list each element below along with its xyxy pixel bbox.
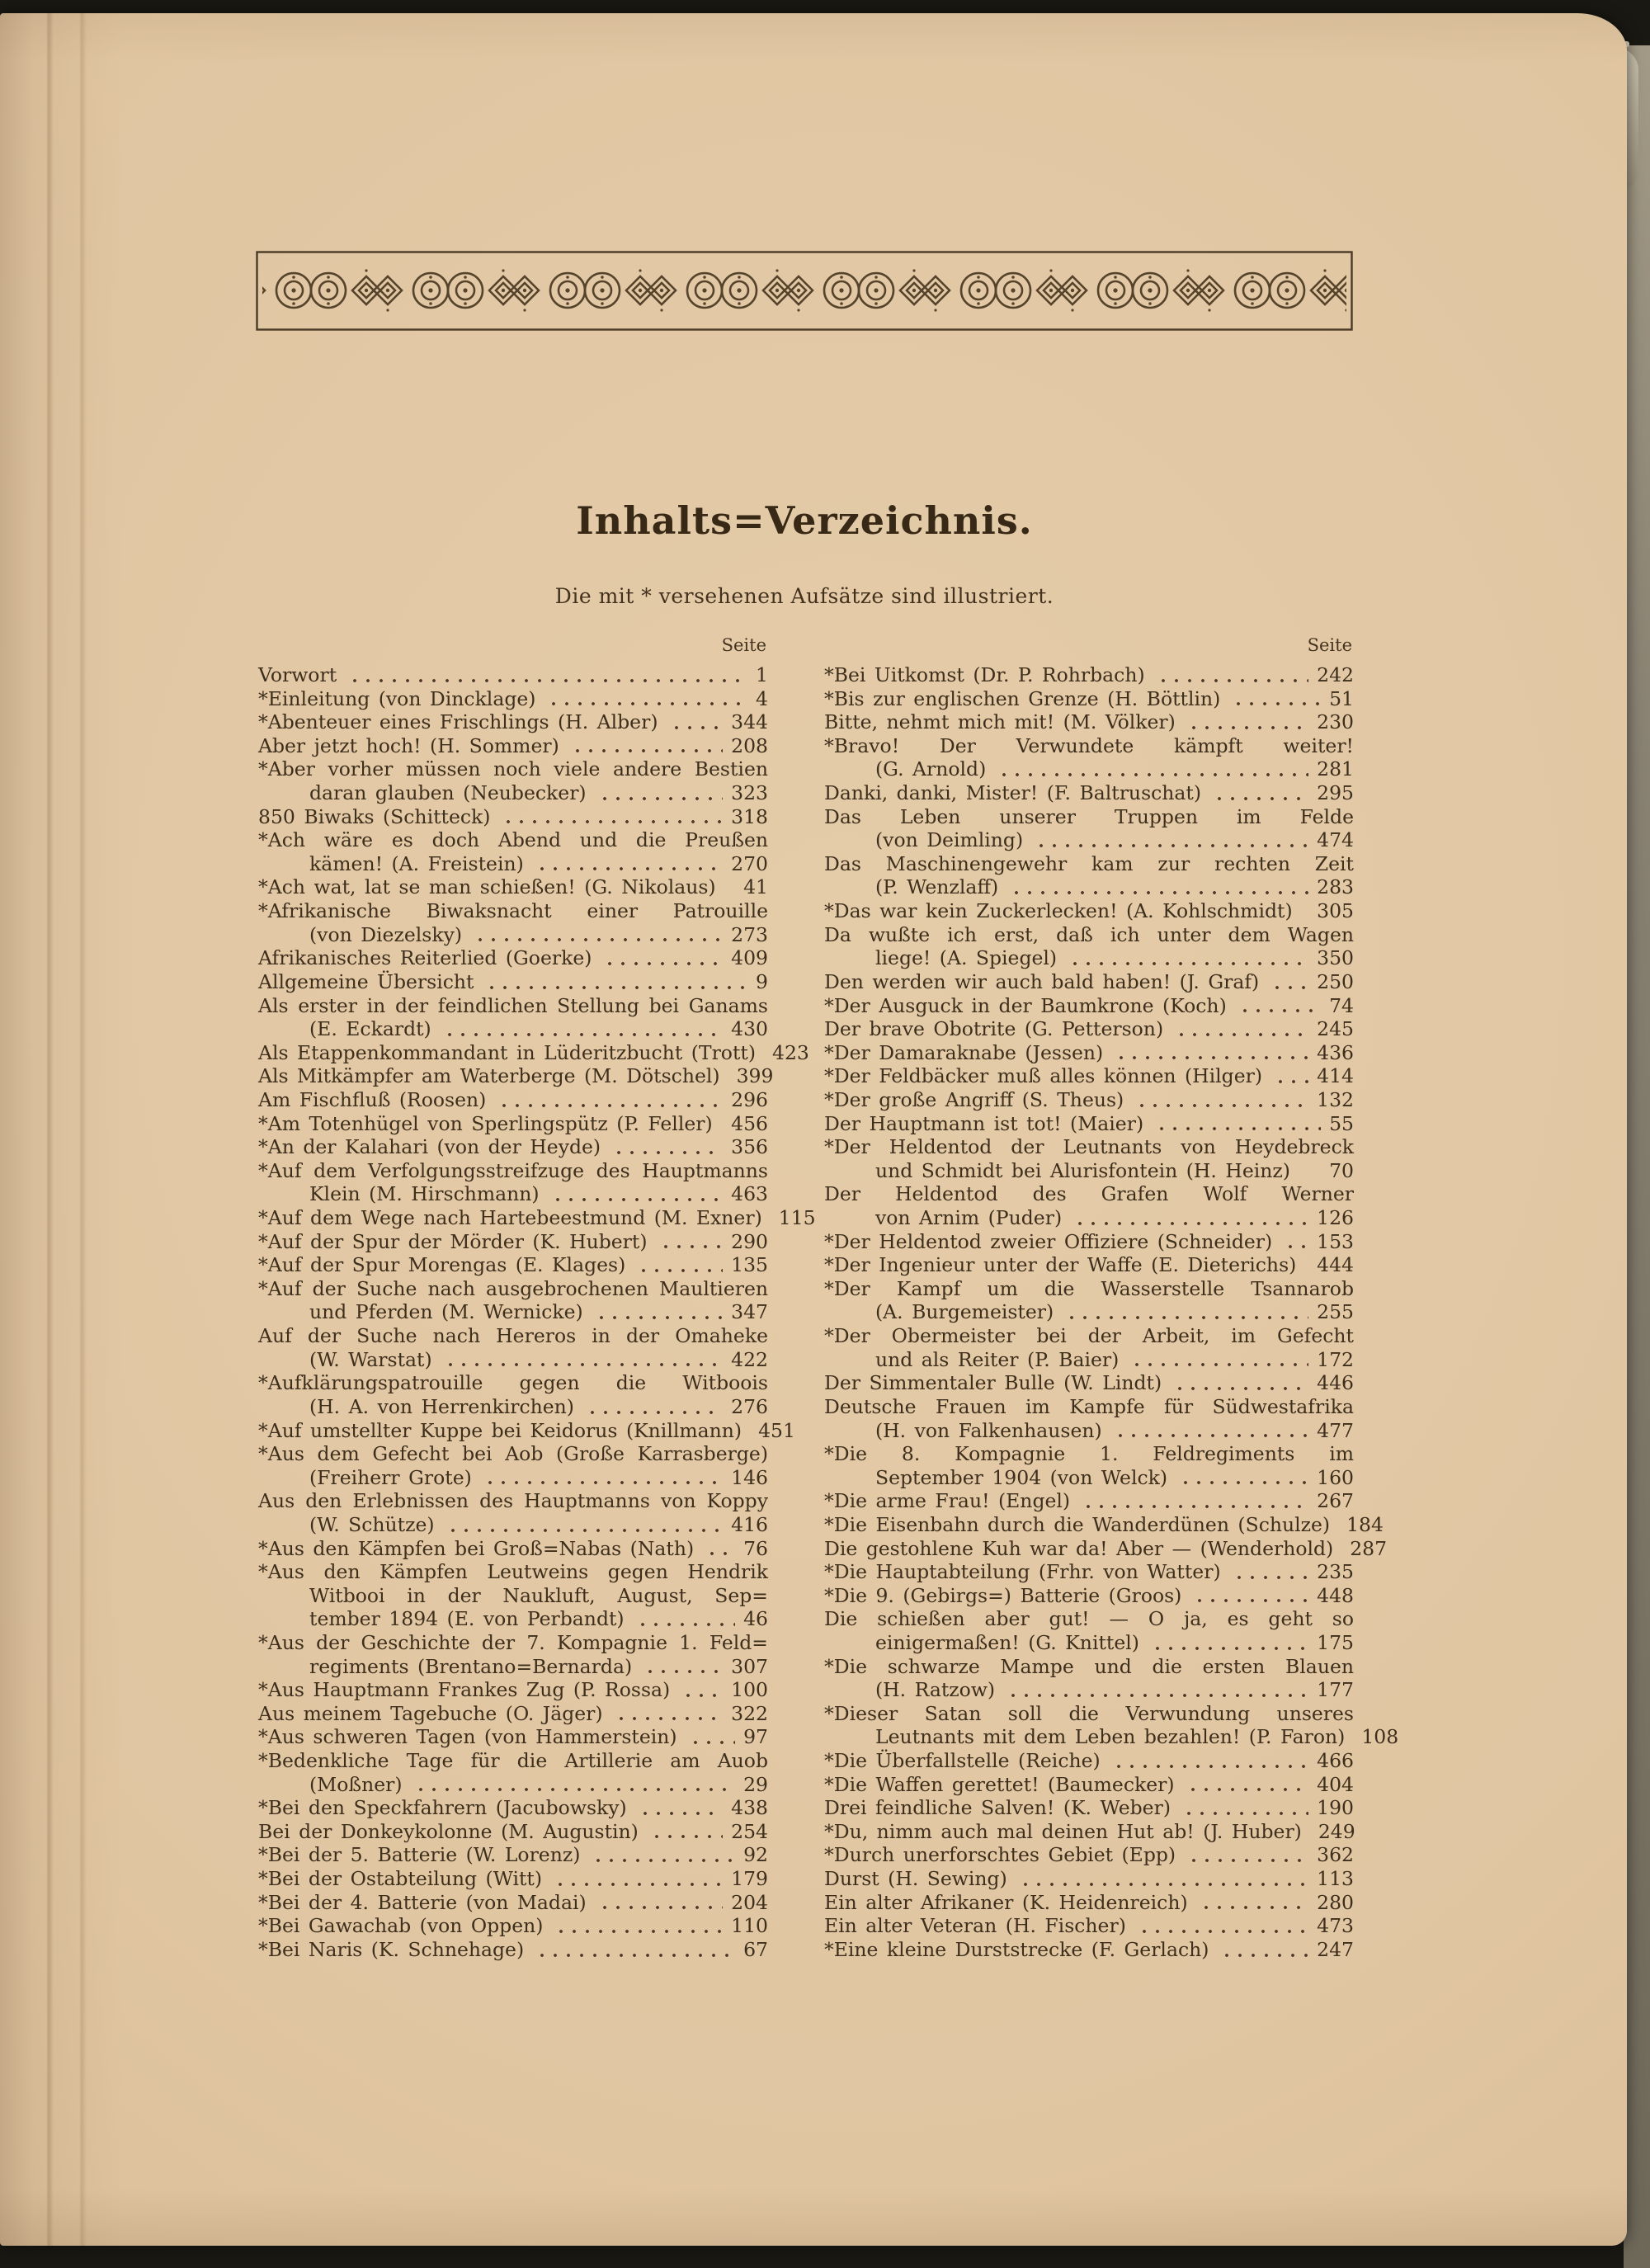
dot-leader (482, 970, 747, 994)
page-number: 322 (731, 1701, 768, 1725)
dot-leader (1132, 1088, 1308, 1112)
dot-leader (550, 1867, 723, 1891)
page-number: 270 (731, 851, 768, 875)
toc-entry-line: *An der Kalahari (von der Heyde) 356 (258, 1135, 768, 1159)
toc-entry-line: *Afrikanische Biwaksnacht einer Patrouille (258, 899, 768, 923)
toc-entry-line: (H. Ratzow) 177 (875, 1678, 1354, 1702)
page-number: 110 (731, 1914, 768, 1938)
page-number: 409 (731, 946, 768, 970)
page-number: 399 (736, 1064, 774, 1088)
dot-leader (441, 1348, 724, 1372)
page-number: 477 (1317, 1418, 1354, 1442)
dot-leader (494, 1088, 723, 1112)
page-number: 208 (731, 733, 768, 757)
toc-entry-line: *Der Ausguck in der Baumkrone (Koch) 74 (824, 993, 1354, 1017)
book-page (0, 13, 1627, 2246)
page-number: 290 (731, 1229, 768, 1253)
toc-entry-line: Das Leben unserer Truppen im Felde (824, 804, 1354, 828)
seite-column-header-right: Seite (1307, 635, 1352, 655)
toc-entry-line: *Aus dem Gefecht bei Aob (Große Karrasberge) (258, 1442, 768, 1466)
page-number: 473 (1317, 1914, 1354, 1938)
toc-entry-line: *Auf der Suche nach ausgebrochenen Maultieren (258, 1276, 768, 1300)
dot-leader (1148, 1631, 1308, 1655)
toc-entry-line: regiments (Brentano=Bernarda) 307 (309, 1654, 768, 1678)
toc-entry-line: (H. von Falkenhausen) 477 (875, 1418, 1354, 1442)
toc-entry-line: *Auf umstellter Kuppe bei Keidorus (Knillmann) 451 (258, 1418, 795, 1442)
toc-entry-line: Bitte, nehmt mich mit! (M. Völker) 230 (824, 710, 1354, 734)
toc-entry-line: Drei feindliche Salven! (K. Weber) 190 (824, 1796, 1354, 1820)
toc-entry-line: *Der Damaraknabe (Jessen) 436 (824, 1040, 1354, 1064)
toc-entry-line: Afrikanisches Reiterlied (Goerke) 409 (258, 946, 768, 970)
toc-entry-line: (P. Wenzlaff) 283 (875, 875, 1354, 899)
page-number: 356 (731, 1135, 768, 1159)
toc-entry-line: *Die Eisenbahn durch die Wanderdünen (Schulze) 184 (824, 1512, 1384, 1536)
toc-entry-line: September 1904 (von Welck) 160 (875, 1465, 1354, 1489)
dot-leader (480, 1466, 723, 1490)
dot-leader (678, 1678, 723, 1702)
toc-entry-line: Den werden wir auch bald haben! (J. Graf) 250 (824, 969, 1354, 993)
dot-leader (609, 1135, 723, 1159)
page-number: 46 (743, 1607, 768, 1631)
dot-leader (588, 1843, 735, 1867)
page-number: 254 (731, 1819, 768, 1843)
toc-entry-line: *Bei Gawachab (von Oppen) 110 (258, 1914, 768, 1938)
page-number: 175 (1317, 1630, 1354, 1654)
page-number: 153 (1317, 1229, 1354, 1253)
dot-leader (686, 1725, 736, 1749)
page-number: 179 (731, 1867, 768, 1891)
dot-leader (1031, 828, 1308, 852)
toc-entry-line: 850 Biwaks (Schitteck) 318 (258, 804, 768, 828)
dot-leader (1016, 1867, 1308, 1891)
toc-entry-line: Die gestohlene Kuh war da! Aber — (Wenderhold) 287 (824, 1536, 1388, 1560)
page-number: 456 (731, 1111, 768, 1135)
dot-leader (1109, 1749, 1308, 1773)
toc-entry-line: *Die 8. Kompagnie 1. Feldregiments im (824, 1442, 1354, 1466)
toc-entry-line: *Bis zur englischen Grenze (H. Böttlin) 51 (824, 686, 1354, 710)
dot-leader (1134, 1914, 1308, 1938)
dot-leader (634, 1253, 723, 1277)
toc-entry-line: *Aus Hauptmann Frankes Zug (P. Rossa) 100 (258, 1678, 768, 1702)
toc-entry-line: (E. Eckardt) 430 (309, 1017, 768, 1041)
page-number: 184 (1346, 1512, 1384, 1536)
page-number: 235 (1317, 1560, 1354, 1584)
dot-leader (1304, 1253, 1308, 1277)
page-number: 74 (1329, 993, 1354, 1017)
toc-entry-line: (H. A. von Herrenkirchen) 276 (309, 1394, 768, 1418)
dot-leader (411, 1773, 736, 1797)
dot-leader (1299, 1159, 1321, 1183)
page-number: 362 (1317, 1843, 1354, 1867)
toc-entry-line: Als Etappenkommandant in Lüderitzbucht (Trott) 423 (258, 1040, 809, 1064)
dot-leader (1267, 970, 1308, 994)
page-number: 249 (1318, 1819, 1355, 1843)
toc-entry-line: liege! (A. Spiegel) 350 (875, 946, 1354, 970)
toc-entry-line: Auf der Suche nach Hereros in der Omaheke (258, 1324, 768, 1348)
toc-entry-line: *Auf dem Wege nach Hartebeestmund (M. Exner) 115 (258, 1206, 816, 1230)
toc-entry-line: Da wußte ich erst, daß ich unter dem Wagen (824, 922, 1354, 946)
dot-leader (470, 923, 723, 947)
page-number: 97 (743, 1725, 768, 1749)
page-number: 281 (1317, 757, 1354, 781)
toc-entry-line: *Der Kampf um die Wasserstelle Tsannarob (824, 1276, 1354, 1300)
dot-leader (611, 1702, 724, 1726)
page-number: 436 (1317, 1040, 1354, 1064)
page-title: Inhalts=Verzeichnis. (576, 498, 1033, 543)
page-number: 177 (1317, 1678, 1354, 1702)
dot-leader (440, 1017, 723, 1041)
toc-entry-line: *Ach wäre es doch Abend und die Preußen (258, 828, 768, 852)
dot-leader (724, 875, 735, 899)
dot-leader (721, 1112, 723, 1136)
toc-entry-line: *Aufklärungspatrouille gegen die Witboois (258, 1371, 768, 1395)
toc-entry-line: und Schmidt bei Alurisfontein (H. Heinz) 70 (875, 1158, 1354, 1182)
toc-entry-line: *Die Hauptabteilung (Frhr. von Watter) 235 (824, 1560, 1354, 1584)
dot-leader (595, 1891, 723, 1915)
page-number: 245 (1317, 1017, 1354, 1041)
page-number: 276 (731, 1394, 768, 1418)
seite-column-header-left: Seite (721, 635, 766, 655)
toc-entry-line: *Einleitung (von Dincklage) 4 (258, 686, 768, 710)
page-number: 113 (1317, 1867, 1354, 1891)
toc-entry-line: *Der Feldbäcker muß alles können (Hilger) 414 (824, 1064, 1354, 1088)
page-number: 247 (1317, 1937, 1354, 1961)
page-number: 422 (731, 1347, 768, 1371)
page-number: 318 (731, 804, 768, 828)
toc-entry-line: *Das war kein Zuckerlecken! (A. Kohlschmidt) 305 (824, 899, 1354, 923)
page-number: 273 (731, 922, 768, 946)
page-number: 305 (1317, 899, 1354, 923)
dot-leader (1070, 1206, 1308, 1230)
toc-entry-line: Deutsche Frauen im Kampfe für Südwestafrika (824, 1394, 1354, 1418)
dot-leader (548, 1182, 724, 1206)
toc-entry-line: *Bedenkliche Tage für die Artillerie am Auob (258, 1749, 768, 1773)
dot-leader (443, 1513, 724, 1537)
dot-leader (1229, 1560, 1309, 1584)
toc-entry-line: *Aus den Kämpfen Leutweins gegen Hendrik (258, 1560, 768, 1584)
toc-entry-line: Aber jetzt hoch! (H. Sommer) 208 (258, 733, 768, 757)
dot-leader (1280, 1230, 1308, 1254)
toc-entry-line: und Pferden (M. Wernicke) 347 (309, 1300, 768, 1324)
toc-entry-line: Witbooi in der Naukluft, August, Sep= (309, 1583, 768, 1607)
dot-leader (1184, 710, 1308, 734)
dot-leader (1152, 1112, 1321, 1136)
dot-leader (568, 734, 723, 758)
page-number: 230 (1317, 710, 1354, 734)
page-number: 347 (731, 1300, 768, 1324)
page-number: 307 (731, 1654, 768, 1678)
toc-entry-line: Aus den Erlebnissen des Hauptmanns von Koppy (258, 1489, 768, 1513)
toc-entry-line: *Der Obermeister bei der Arbeit, im Gefecht (824, 1324, 1354, 1348)
page-number: 126 (1317, 1206, 1354, 1230)
dot-leader (1062, 1300, 1308, 1324)
dot-leader (592, 1300, 723, 1324)
page-number: 438 (731, 1796, 768, 1820)
dot-leader (1170, 1371, 1308, 1395)
dot-leader (633, 1607, 735, 1631)
page-number: 172 (1317, 1347, 1354, 1371)
dot-leader (1301, 899, 1309, 923)
page-number: 344 (731, 710, 768, 734)
page-number: 446 (1317, 1371, 1354, 1395)
toc-entry-line: Ein alter Afrikaner (K. Heidenreich) 280 (824, 1890, 1354, 1914)
dot-leader (1179, 1796, 1308, 1820)
toc-entry-line: *Auf dem Verfolgungsstreifzuge des Hauptmanns (258, 1158, 768, 1182)
dot-leader (600, 946, 723, 970)
page-number: 242 (1317, 663, 1354, 686)
dot-leader (1270, 1064, 1308, 1088)
dot-leader (1190, 1584, 1308, 1608)
page-number: 466 (1317, 1749, 1354, 1773)
dot-leader (1006, 875, 1308, 899)
toc-column-right (824, 635, 1399, 1962)
page-number: 430 (731, 1017, 768, 1041)
page-number: 448 (1317, 1583, 1354, 1607)
page-number: 295 (1317, 781, 1354, 805)
page-number: 132 (1317, 1087, 1354, 1111)
page-number: 135 (731, 1253, 768, 1277)
toc-entry-line: Die schießen aber gut! — O ja, es geht so (824, 1607, 1354, 1631)
page-number: 51 (1329, 686, 1354, 710)
dot-leader (498, 805, 723, 829)
page-number: 204 (731, 1890, 768, 1914)
toc-entry-line: *Dieser Satan soll die Verwundung unseres (824, 1701, 1354, 1725)
dot-leader (1196, 1891, 1308, 1915)
toc-entry-line: *Bei den Speckfahrern (Jacubowsky) 438 (258, 1796, 768, 1820)
toc-entry-line: Vorwort 1 (258, 663, 768, 686)
dot-leader (1209, 781, 1308, 805)
toc-entry-line: Der Simmentaler Bulle (W. Lindt) 446 (824, 1371, 1354, 1395)
dot-leader (1111, 1041, 1308, 1065)
toc-entry-line: *Der Heldentod der Leutnants von Heydebreck (824, 1135, 1354, 1159)
dot-leader (1228, 687, 1321, 711)
dot-leader (1153, 663, 1308, 687)
dot-leader (702, 1537, 735, 1561)
page-number: 1 (756, 663, 768, 686)
toc-entry-line: *Du, nimm auch mal deinen Hut ab! (J. Huber) 249 (824, 1819, 1355, 1843)
dot-leader (345, 663, 747, 687)
dot-leader (635, 1796, 723, 1820)
toc-entry-line: *Die Waffen gerettet! (Baumecker) 404 (824, 1772, 1354, 1796)
page-number: 414 (1317, 1064, 1354, 1088)
knotwork-ornament-icon (256, 251, 1353, 331)
page-number: 255 (1317, 1300, 1354, 1324)
toc-entry-line: einigermaßen! (G. Knittel) 175 (875, 1630, 1354, 1654)
dot-leader (1235, 994, 1321, 1018)
dot-leader (647, 1820, 723, 1844)
page-number: 76 (743, 1536, 768, 1560)
toc-entry-line: *Aber vorher müssen noch viele andere Bestien (258, 757, 768, 781)
page-number: 70 (1329, 1158, 1354, 1182)
page-number: 323 (731, 781, 768, 805)
toc-entry-line: *Die schwarze Mampe und die ersten Blauen (824, 1654, 1354, 1678)
page-number: 350 (1317, 946, 1354, 970)
toc-entry-line: *Die arme Frau! (Engel) 267 (824, 1489, 1354, 1513)
toc-entry-line: *Der Ingenieur unter der Waffe (E. Dieterichs) 444 (824, 1253, 1354, 1277)
dot-leader (544, 687, 747, 711)
toc-entry-line: Leutnants mit dem Leben bezahlen! (P. Faron) 108 (875, 1725, 1399, 1749)
dot-leader (595, 781, 724, 805)
toc-entry-line: *Der große Angriff (S. Theus) 132 (824, 1087, 1354, 1111)
toc-entry-line: (von Diezelsky) 273 (309, 922, 768, 946)
toc-entry-line: Als erster in der feindlichen Stellung bei Ganams (258, 993, 768, 1017)
page-number: 280 (1317, 1890, 1354, 1914)
toc-entry-line: *Ach wat, lat se man schießen! (G. Nikolaus) 41 (258, 875, 768, 899)
page-number: 287 (1350, 1536, 1388, 1560)
page-number: 451 (758, 1418, 795, 1442)
toc-entry-line: (W. Warstat) 422 (309, 1347, 768, 1371)
page-number: 190 (1317, 1796, 1354, 1820)
page-number: 404 (1317, 1772, 1354, 1796)
dot-leader (1110, 1419, 1308, 1443)
page-number: 100 (731, 1678, 768, 1702)
page-number: 4 (756, 686, 768, 710)
page-number: 416 (731, 1512, 768, 1536)
toc-entry-line: Klein (M. Hirschmann) 463 (309, 1182, 768, 1206)
toc-column-left (258, 635, 816, 1962)
page-number: 9 (756, 969, 768, 993)
page-number: 296 (731, 1087, 768, 1111)
dot-leader (656, 1230, 724, 1254)
toc-entry-line: daran glauben (Neubecker) 323 (309, 781, 768, 805)
toc-entry-line: *Auf der Spur der Mörder (K. Hubert) 290 (258, 1229, 768, 1253)
ornament-band (256, 251, 1353, 331)
toc-entry-line: *Bei Uitkomst (Dr. P. Rohrbach) 242 (824, 663, 1354, 686)
book-cover-edge (1624, 45, 1650, 2268)
toc-entry-line: (W. Schütze) 416 (309, 1512, 768, 1536)
dot-leader (1184, 1843, 1308, 1867)
page-number: 474 (1317, 828, 1354, 852)
toc-entry-line: (Freiherr Grote) 146 (309, 1465, 768, 1489)
toc-entry-line: *Bravo! Der Verwundete kämpft weiter! (824, 733, 1354, 757)
dot-leader (1003, 1678, 1308, 1702)
toc-entry-line: Der Hauptmann ist tot! (Maier) 55 (824, 1111, 1354, 1135)
page-number: 108 (1361, 1725, 1399, 1749)
toc-entry-line: kämen! (A. Freistein) 270 (309, 851, 768, 875)
page-number: 115 (778, 1206, 816, 1230)
dot-leader (532, 1938, 735, 1962)
page-subtitle: Die mit * versehenen Aufsätze sind illustriert. (554, 584, 1054, 608)
toc-entry-line: (von Deimling) 474 (875, 828, 1354, 852)
toc-entry-line: Der Heldentod des Grafen Wolf Werner (824, 1182, 1354, 1206)
toc-entry-line: Das Maschinengewehr kam zur rechten Zeit (824, 851, 1354, 875)
dot-leader (1217, 1938, 1308, 1962)
toc-entry-line: *Auf der Spur Morengas (E. Klages) 135 (258, 1253, 768, 1277)
dot-leader (667, 710, 724, 734)
toc-entry-line: Bei der Donkeykolonne (M. Augustin) 254 (258, 1819, 768, 1843)
toc-entry-line: von Arnim (Puder) 126 (875, 1206, 1354, 1230)
toc-entry-line: (Moßner) 29 (309, 1772, 768, 1796)
toc-entry-line: Am Fischfluß (Roosen) 296 (258, 1087, 768, 1111)
toc-entry-line: und als Reiter (P. Baier) 172 (875, 1347, 1354, 1371)
page-number: 55 (1329, 1111, 1354, 1135)
toc-entry-line: *Der Heldentod zweier Offiziere (Schneider) 153 (824, 1229, 1354, 1253)
page-number: 41 (743, 875, 768, 899)
page-number: 463 (731, 1182, 768, 1206)
page-number: 283 (1317, 875, 1354, 899)
toc-entry-line: *Aus der Geschichte der 7. Kompagnie 1. Feld= (258, 1630, 768, 1654)
toc-entry-line: Danki, danki, Mister! (F. Baltruschat) 295 (824, 781, 1354, 805)
page-number: 160 (1317, 1465, 1354, 1489)
page-number: 444 (1317, 1253, 1354, 1277)
page-number: 267 (1317, 1489, 1354, 1513)
toc-entry-line: Allgemeine Übersicht 9 (258, 969, 768, 993)
toc-entry-line: *Aus schweren Tagen (von Hammerstein) 97 (258, 1725, 768, 1749)
toc-entry-line: *Durch unerforschtes Gebiet (Epp) 362 (824, 1843, 1354, 1867)
dot-leader (1183, 1773, 1309, 1797)
toc-entry-line: tember 1894 (E. von Perbandt) 46 (309, 1607, 768, 1631)
page-number: 146 (731, 1465, 768, 1489)
toc-entry-line: *Abenteuer eines Frischlings (H. Alber) 344 (258, 710, 768, 734)
dot-leader (1065, 946, 1308, 970)
toc-entry-line: Als Mitkämpfer am Waterberge (M. Dötschel) 399 (258, 1064, 774, 1088)
toc-entry-line: (G. Arnold) 281 (875, 757, 1354, 781)
dot-leader (1176, 1466, 1308, 1490)
toc-entry-line: (A. Burgemeister) 255 (875, 1300, 1354, 1324)
page-number: 29 (743, 1772, 768, 1796)
toc-entry-line: *Bei der Ostabteilung (Witt) 179 (258, 1867, 768, 1891)
page-number: 423 (772, 1040, 809, 1064)
dot-leader (582, 1395, 723, 1419)
toc-entry-line: *Eine kleine Durststrecke (F. Gerlach) 247 (824, 1937, 1354, 1961)
toc-entry-line: Aus meinem Tagebuche (O. Jäger) 322 (258, 1701, 768, 1725)
toc-entry-line: *Am Totenhügel von Sperlingspütz (P. Feller) 456 (258, 1111, 768, 1135)
toc-entry-line: *Aus den Kämpfen bei Groß=Nabas (Nath) 76 (258, 1536, 768, 1560)
dot-leader (551, 1914, 723, 1938)
toc-entry-line: *Bei der 5. Batterie (W. Lorenz) 92 (258, 1843, 768, 1867)
dot-leader (1172, 1017, 1308, 1041)
dot-leader (994, 757, 1308, 781)
page-number: 92 (743, 1843, 768, 1867)
toc-entry-line: *Bei der 4. Batterie (von Madai) 204 (258, 1890, 768, 1914)
toc-entry-line: Ein alter Veteran (H. Fischer) 473 (824, 1914, 1354, 1938)
page-number: 250 (1317, 969, 1354, 993)
dot-leader (640, 1655, 723, 1679)
toc-entry-line: *Bei Naris (K. Schnehage) 67 (258, 1937, 768, 1961)
dot-leader (532, 852, 723, 876)
toc-entry-line: Der brave Obotrite (G. Petterson) 245 (824, 1017, 1354, 1041)
dot-leader (1127, 1348, 1308, 1372)
page-number: 67 (743, 1937, 768, 1961)
toc-entry-line: Durst (H. Sewing) 113 (824, 1867, 1354, 1891)
toc-entry-line: *Die Überfallstelle (Reiche) 466 (824, 1749, 1354, 1773)
toc-entry-line: *Die 9. (Gebirgs=) Batterie (Groos) 448 (824, 1583, 1354, 1607)
dot-leader (1078, 1489, 1308, 1513)
